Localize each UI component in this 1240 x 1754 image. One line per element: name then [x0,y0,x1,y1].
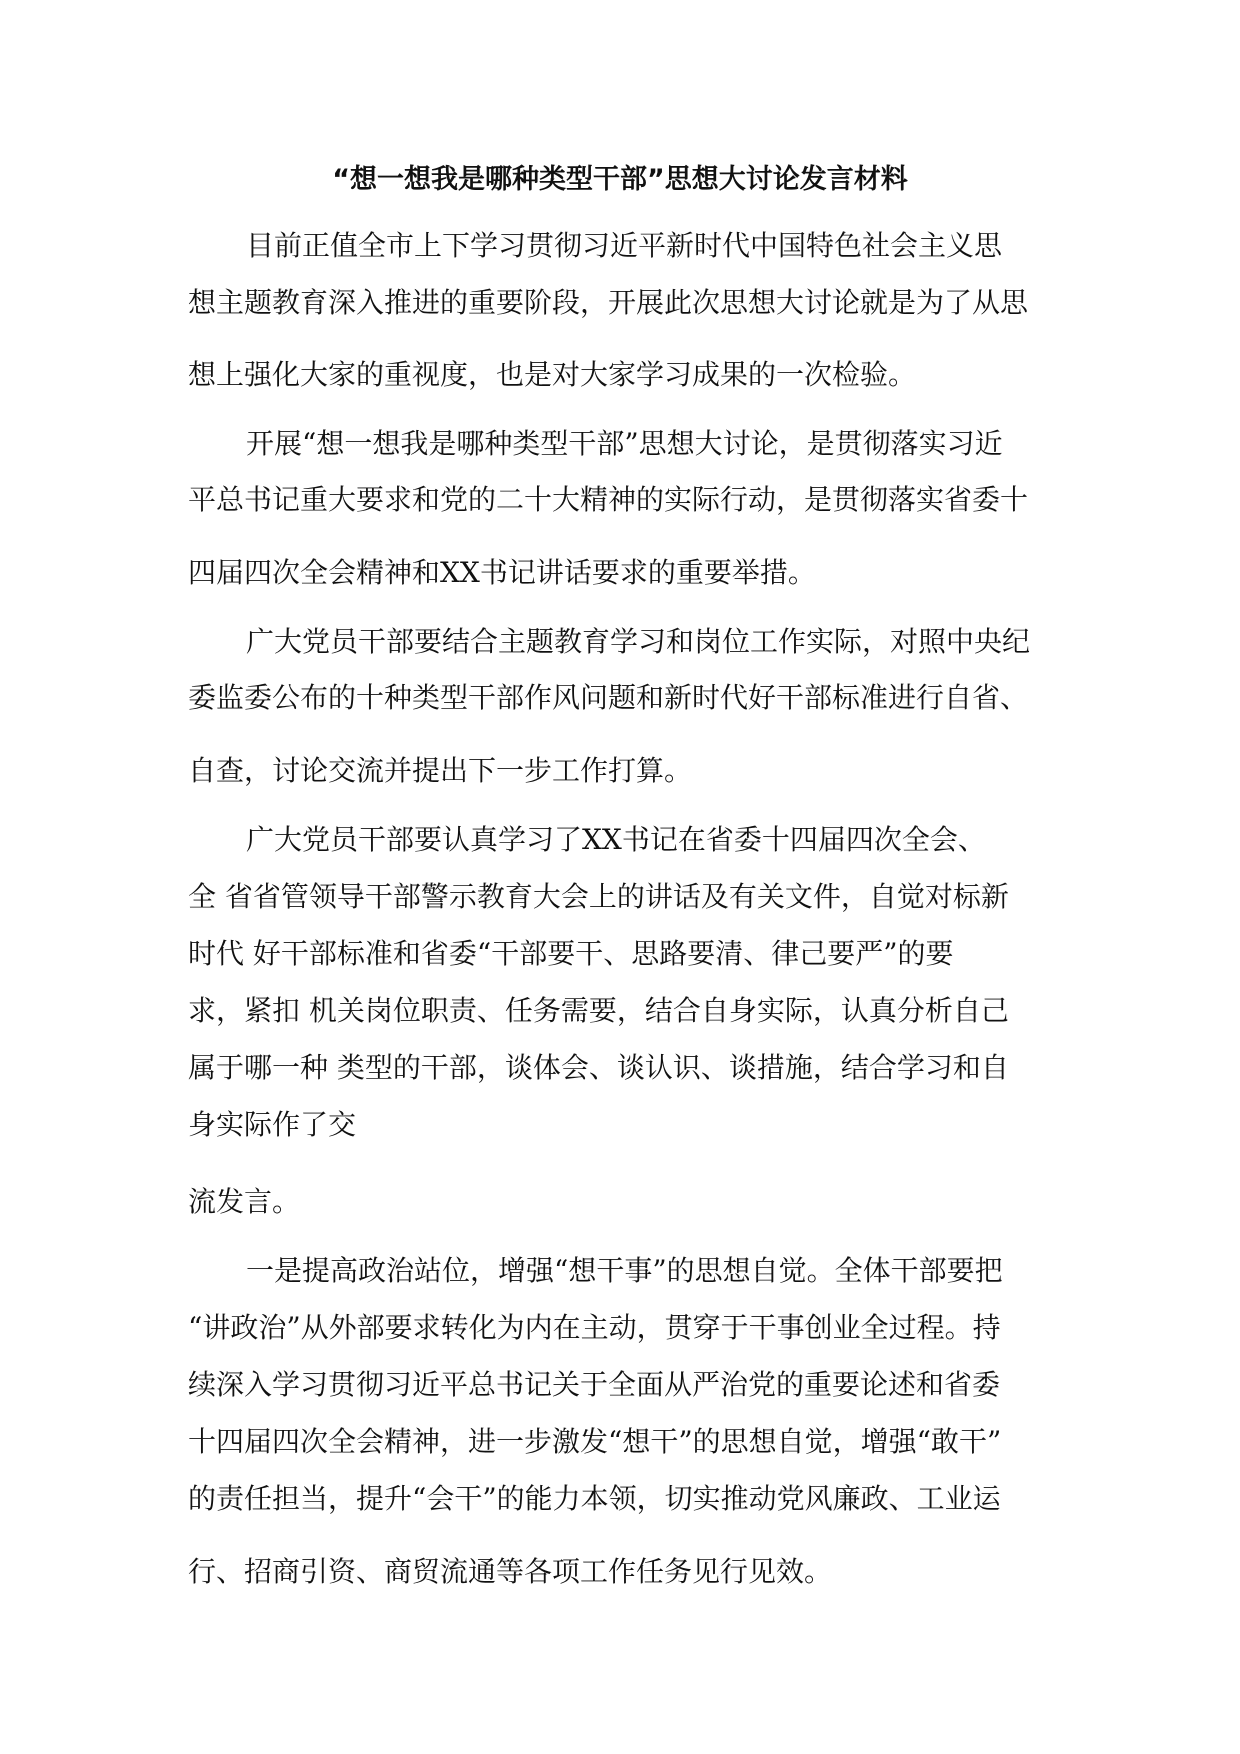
paragraph-1-line-3: 想上强化大家的重视度，也是对大家学习成果的一次检验。 [188,358,917,391]
paragraph-4-line-2: 全 省省管领导干部警示教育大会上的讲话及有关文件，自觉对标新 [188,880,1009,913]
paragraph-2-line-2: 平总书记重大要求和党的二十大精神的实际行动，是贯彻落实省委十 [188,483,1029,516]
paragraph-4-line-7: 流发言。 [188,1185,301,1218]
paragraph-1-line-2: 想主题教育深入推进的重要阶段，开展此次思想大讨论就是为了从思 [188,286,1029,319]
paragraph-3-line-2: 委监委公布的十种类型干部作风问题和新时代好干部标准进行自省、 [188,681,1029,714]
paragraph-5-line-1: 一是提高政治站位，增强“想干事”的思想自觉。全体干部要把 [246,1254,1003,1287]
paragraph-4-line-1: 广大党员干部要认真学习了XX书记在省委十四届四次全会、 [246,823,986,856]
paragraph-4-line-4: 求，紧扣 机关岗位职责、任务需要，结合自身实际，认真分析自己 [188,994,1009,1027]
paragraph-4-line-3: 时代 好干部标准和省委“干部要干、思路要清、律己要严”的要 [188,937,954,970]
paragraph-5-line-4: 十四届四次全会精神，进一步激发“想干”的思想自觉，增强“敢干” [188,1425,1002,1458]
paragraph-2-line-3: 四届四次全会精神和XX书记讲话要求的重要举措。 [188,556,816,589]
paragraph-4-line-6: 身实际作了交 [188,1108,357,1141]
paragraph-5-line-2: “讲政治”从外部要求转化为内在主动，贯穿于干事创业全过程。持 [188,1311,1001,1344]
paragraph-5-line-3: 续深入学习贯彻习近平总书记关于全面从严治党的重要论述和省委 [188,1368,1001,1401]
paragraph-5-line-5: 的责任担当，提升“会干”的能力本领，切实推动党风廉政、工业运 [188,1482,1001,1515]
paragraph-4-line-5: 属于哪一种 类型的干部，谈体会、谈认识、谈措施，结合学习和自 [188,1051,1009,1084]
paragraph-2-line-1: 开展“想一想我是哪种类型干部”思想大讨论，是贯彻落实习近 [246,427,1003,460]
paragraph-3-line-3: 自查，讨论交流并提出下一步工作打算。 [188,754,693,787]
paragraph-1-line-1: 目前正值全市上下学习贯彻习近平新时代中国特色社会主义思 [246,229,1003,262]
paragraph-3-line-1: 广大党员干部要结合主题教育学习和岗位工作实际，对照中央纪 [246,625,1031,658]
document-title: “想一想我是哪种类型干部”思想大讨论发言材料 [332,164,908,195]
paragraph-5-line-6: 行、招商引资、商贸流通等各项工作任务见行见效。 [188,1555,833,1588]
